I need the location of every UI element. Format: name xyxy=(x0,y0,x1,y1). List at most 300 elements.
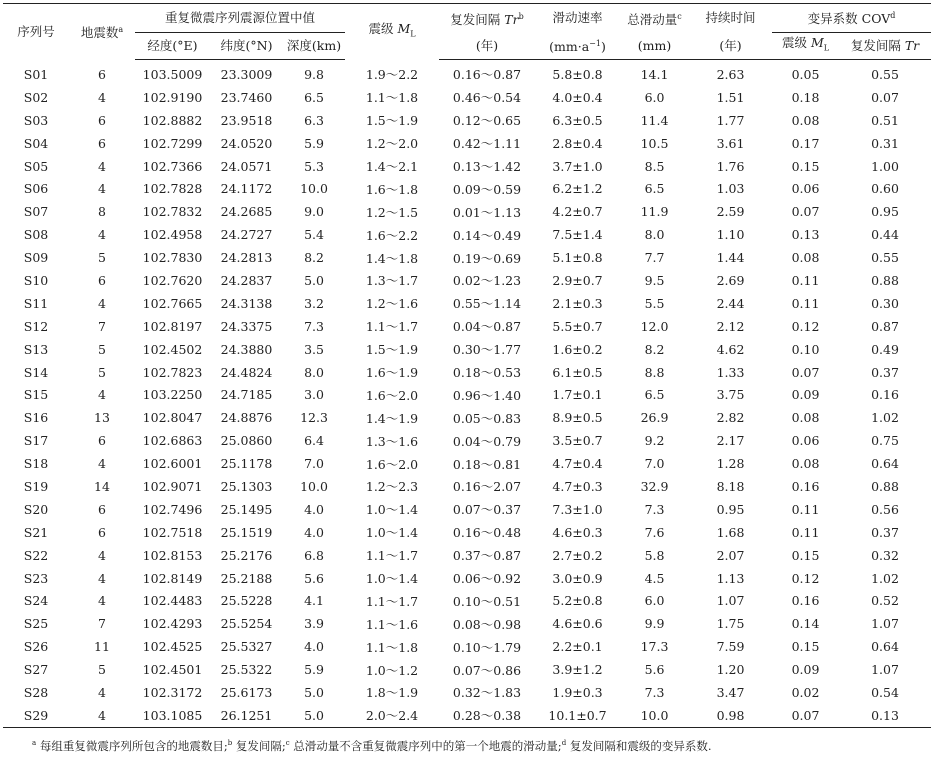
cell-slip: 9.2 xyxy=(644,433,665,449)
cell-cov-m: 0.08 xyxy=(791,456,820,472)
cell-slip: 12.0 xyxy=(640,318,669,334)
cell-lat: 24.2727 xyxy=(220,227,273,243)
cell-id: S12 xyxy=(23,318,49,334)
cell-rate: 6.2±1.2 xyxy=(552,181,603,197)
cell-lat: 25.5322 xyxy=(220,662,273,678)
table-row xyxy=(3,223,931,246)
cell-cov-tr: 0.95 xyxy=(871,204,899,220)
cell-tr: 0.28～0.38 xyxy=(439,704,535,727)
cell-tr: 0.09～0.59 xyxy=(452,181,522,197)
table-row xyxy=(3,544,931,567)
cell-lat: 24.2813 xyxy=(220,250,273,266)
cell-lat: 25.0860 xyxy=(220,433,273,449)
cell-dur: 1.76 xyxy=(716,158,745,174)
cell-mag: 1.1～1.8 xyxy=(365,639,419,655)
cell-depth: 7.0 xyxy=(304,456,324,472)
cell-dur: 2.82 xyxy=(716,410,745,426)
cell-cov-m: 0.11 xyxy=(791,524,820,540)
cell-id: S16 xyxy=(23,410,49,426)
cell-cov-tr: 0.37 xyxy=(871,364,899,380)
cell-lon: 102.7828 xyxy=(142,181,203,197)
cell-id: S27 xyxy=(23,662,49,678)
cell-depth: 4.1 xyxy=(304,593,324,609)
cell-lat: 24.7185 xyxy=(220,387,273,403)
cell-rate: 6.3±0.5 xyxy=(552,112,603,128)
table-row xyxy=(3,132,931,155)
table-row xyxy=(3,681,931,704)
cell-lat: 26.1251 xyxy=(210,704,283,727)
cell-cov-tr: 0.64 xyxy=(871,639,899,655)
cell-id: S08 xyxy=(23,227,49,243)
cell-rate: 5.1±0.8 xyxy=(552,250,603,266)
cell-cov-m: 0.18 xyxy=(791,89,820,105)
table-row xyxy=(3,635,931,658)
cell-cov-tr: 0.31 xyxy=(871,135,899,151)
cell-mag: 2.0～2.4 xyxy=(345,704,439,727)
cell-id: S21 xyxy=(23,524,49,540)
cell-slip: 8.5 xyxy=(644,158,665,174)
cell-depth: 10.0 xyxy=(300,181,328,197)
cell-cov-tr: 0.56 xyxy=(871,501,899,517)
cell-mag: 1.2～2.3 xyxy=(365,479,419,495)
cell-n: 8 xyxy=(98,204,106,220)
cell-cov-m: 0.11 xyxy=(791,501,820,517)
cell-id: S25 xyxy=(23,616,49,632)
cell-dur: 1.28 xyxy=(716,456,745,472)
cell-slip: 6.0 xyxy=(644,593,665,609)
col-header-seq: 序列号 xyxy=(3,4,69,60)
cell-n: 6 xyxy=(98,524,106,540)
cell-n: 4 xyxy=(98,89,106,105)
cell-lat: 24.0520 xyxy=(220,135,273,151)
cell-lon: 102.8149 xyxy=(142,570,203,586)
cell-cov-tr: 0.32 xyxy=(871,547,899,563)
table-row xyxy=(3,315,931,338)
cell-n: 4 xyxy=(98,181,106,197)
cell-cov-m: 0.06 xyxy=(791,433,820,449)
cell-tr: 0.19～0.69 xyxy=(452,250,522,266)
cell-cov-m: 0.07 xyxy=(791,364,820,380)
cell-tr: 0.16～0.87 xyxy=(452,67,522,83)
cell-dur: 7.59 xyxy=(716,639,745,655)
recurrence-table xyxy=(3,3,931,728)
cell-cov-m: 0.05 xyxy=(791,66,820,82)
cell-cov-m: 0.15 xyxy=(791,639,820,655)
cell-rate: 3.9±1.2 xyxy=(552,662,603,678)
cell-depth: 5.0 xyxy=(304,684,324,700)
cell-lon: 102.7496 xyxy=(142,501,203,517)
cell-slip: 4.5 xyxy=(644,570,665,586)
cell-mag: 1.5～1.9 xyxy=(365,113,419,129)
cell-id: S11 xyxy=(23,295,49,311)
cell-cov-tr: 0.07 xyxy=(871,89,899,105)
cell-n: 4 xyxy=(98,593,106,609)
cell-n: 14 xyxy=(94,478,110,494)
cell-lon: 102.8153 xyxy=(142,547,203,563)
table-row xyxy=(3,521,931,544)
cell-depth: 9.0 xyxy=(304,204,324,220)
cell-lon: 102.4525 xyxy=(142,639,203,655)
cell-depth: 5.4 xyxy=(304,227,324,243)
cell-depth: 10.0 xyxy=(300,478,328,494)
cell-mag: 1.4～2.1 xyxy=(365,159,419,174)
cell-id: S22 xyxy=(23,547,49,563)
cell-n: 7 xyxy=(98,616,106,632)
cell-tr: 0.02～1.23 xyxy=(452,273,522,289)
cell-lat: 25.1303 xyxy=(220,478,273,494)
col-header-cov-recur: 复发间隔 Tr xyxy=(839,33,931,60)
cell-id: S06 xyxy=(23,181,49,197)
table-row xyxy=(3,429,931,452)
cell-rate: 6.1±0.5 xyxy=(552,364,603,380)
cell-lon: 102.6001 xyxy=(142,456,203,472)
cell-tr: 0.46～0.54 xyxy=(452,90,522,106)
table-row xyxy=(3,246,931,269)
cell-tr: 0.10～1.79 xyxy=(452,639,522,655)
cell-lat: 24.2837 xyxy=(220,272,273,288)
cell-slip: 14.1 xyxy=(640,66,669,82)
cell-cov-m: 0.13 xyxy=(791,227,820,243)
cell-depth: 6.5 xyxy=(304,89,324,105)
cell-cov-m: 0.11 xyxy=(791,295,820,311)
cell-mag: 1.1～1.7 xyxy=(365,319,419,335)
cell-rate: 3.5±0.7 xyxy=(552,433,603,449)
cell-depth: 7.3 xyxy=(304,318,324,334)
cell-id: S15 xyxy=(23,387,49,403)
cell-lat: 24.4824 xyxy=(220,364,273,380)
cell-id: S04 xyxy=(23,135,49,151)
cell-n: 13 xyxy=(94,410,110,426)
cell-rate: 3.7±1.0 xyxy=(552,158,603,174)
cell-cov-m: 0.10 xyxy=(791,341,820,357)
cell-cov-tr: 1.07 xyxy=(871,662,899,678)
cell-tr: 0.12～0.65 xyxy=(452,113,522,129)
table-row xyxy=(3,475,931,498)
cell-lon: 102.4502 xyxy=(142,341,203,357)
cell-slip: 7.3 xyxy=(644,684,665,700)
cell-lat: 23.3009 xyxy=(220,66,273,82)
cell-dur: 2.69 xyxy=(716,272,745,288)
cell-n: 4 xyxy=(98,387,106,403)
cell-dur: 1.03 xyxy=(716,181,745,197)
cell-cov-m: 0.07 xyxy=(772,704,839,727)
cell-slip: 11.9 xyxy=(640,204,669,220)
cell-tr: 0.04～0.87 xyxy=(452,319,522,335)
cell-tr: 0.18～0.81 xyxy=(452,456,522,472)
cell-rate: 2.8±0.4 xyxy=(552,135,603,151)
cell-id: S03 xyxy=(23,112,49,128)
cell-slip: 7.6 xyxy=(644,524,665,540)
cell-tr: 0.18～0.53 xyxy=(452,365,522,381)
cell-n: 11 xyxy=(94,639,110,655)
cell-cov-m: 0.16 xyxy=(791,593,820,609)
cell-lon: 102.4501 xyxy=(142,662,203,678)
table-row xyxy=(3,292,931,315)
cell-lat: 24.0571 xyxy=(220,158,273,174)
cell-slip: 17.3 xyxy=(640,639,669,655)
cell-cov-tr: 0.44 xyxy=(871,227,899,243)
cell-lon: 102.4483 xyxy=(142,593,203,609)
cell-mag: 1.4～1.9 xyxy=(365,410,419,426)
cell-slip: 5.8 xyxy=(644,547,665,563)
cell-depth: 6.3 xyxy=(304,112,324,128)
cell-id: S24 xyxy=(23,593,49,609)
cell-mag: 1.2～2.0 xyxy=(365,136,419,152)
cell-n: 5 xyxy=(98,364,106,380)
cell-slip: 5.5 xyxy=(644,295,665,311)
table-row xyxy=(3,658,931,681)
cell-cov-tr: 1.02 xyxy=(871,570,899,586)
cell-rate: 5.5±0.7 xyxy=(552,318,603,334)
cell-depth: 4.0 xyxy=(304,639,324,655)
cell-mag: 1.8～1.9 xyxy=(365,685,419,701)
table-row xyxy=(3,612,931,635)
cell-cov-m: 0.08 xyxy=(791,112,820,128)
cell-lon: 102.7518 xyxy=(142,524,203,540)
cell-mag: 1.0～1.4 xyxy=(365,571,419,587)
cell-id: S13 xyxy=(23,341,49,357)
cell-slip: 10.0 xyxy=(620,704,689,727)
table-row xyxy=(3,406,931,429)
cell-cov-tr: 0.60 xyxy=(871,181,899,197)
cell-rate: 2.2±0.1 xyxy=(552,639,603,655)
cell-lon: 102.7620 xyxy=(142,272,203,288)
cell-slip: 8.2 xyxy=(644,341,665,357)
col-header-lat: 纬度(°N) xyxy=(210,33,283,60)
cell-n: 4 xyxy=(98,158,106,174)
cell-n: 5 xyxy=(98,250,106,266)
cell-depth: 5.6 xyxy=(304,570,324,586)
col-header-recur: 复发间隔 Tr$^b$ xyxy=(439,4,535,33)
cell-cov-tr: 0.30 xyxy=(871,295,899,311)
cell-lon: 102.9190 xyxy=(142,89,203,105)
cell-dur: 4.62 xyxy=(716,341,745,357)
cell-tr: 0.37～0.87 xyxy=(452,548,522,564)
cell-mag: 1.5～1.9 xyxy=(365,342,419,358)
cell-cov-m: 0.14 xyxy=(791,616,820,632)
col-header-mag: 震级 $M_L$ xyxy=(345,4,439,60)
cell-rate: 5.8±0.8 xyxy=(552,66,603,82)
cell-mag: 1.9～2.2 xyxy=(365,67,419,83)
cell-mag: 1.1～1.6 xyxy=(365,616,419,632)
cell-mag: 1.2～1.6 xyxy=(365,296,419,312)
cell-dur: 2.12 xyxy=(716,318,745,334)
cell-slip: 10.5 xyxy=(640,135,669,151)
cell-cov-tr: 0.37 xyxy=(871,524,899,540)
cell-depth: 6.4 xyxy=(304,433,324,449)
cell-dur: 0.98 xyxy=(689,704,772,727)
cell-rate: 5.2±0.8 xyxy=(552,593,603,609)
cell-mag: 1.3～1.6 xyxy=(365,433,419,449)
cell-n: 6 xyxy=(98,135,106,151)
cell-depth: 3.5 xyxy=(304,341,324,357)
cell-n: 4 xyxy=(69,704,135,727)
cell-lon: 103.2250 xyxy=(142,387,203,403)
table-row xyxy=(3,383,931,406)
cell-id: S19 xyxy=(23,478,49,494)
cell-id: S18 xyxy=(23,456,49,472)
cell-cov-tr: 0.13 xyxy=(839,704,931,727)
cell-lat: 25.6173 xyxy=(220,684,273,700)
cell-lon: 102.7832 xyxy=(142,204,203,220)
cell-depth: 3.2 xyxy=(304,295,324,311)
cell-cov-m: 0.08 xyxy=(791,410,820,426)
cell-rate: 4.7±0.3 xyxy=(552,478,603,494)
cell-cov-tr: 0.88 xyxy=(871,272,899,288)
cell-id: S17 xyxy=(23,433,49,449)
cell-mag: 1.1～1.7 xyxy=(365,548,419,564)
cell-dur: 2.44 xyxy=(716,295,745,311)
cell-lat: 23.7460 xyxy=(220,89,273,105)
cell-lat: 24.1172 xyxy=(220,181,273,197)
cell-n: 4 xyxy=(98,684,106,700)
cell-dur: 1.68 xyxy=(716,524,745,540)
cell-n: 6 xyxy=(98,433,106,449)
cell-cov-tr: 1.07 xyxy=(871,616,899,632)
table-row xyxy=(3,86,931,109)
cell-lon: 102.6863 xyxy=(142,433,203,449)
cell-cov-m: 0.07 xyxy=(791,204,820,220)
cell-cov-tr: 0.16 xyxy=(871,387,899,403)
cell-dur: 1.33 xyxy=(716,364,745,380)
cell-slip: 7.7 xyxy=(644,250,665,266)
cell-slip: 5.6 xyxy=(644,662,665,678)
cell-tr: 0.08～0.98 xyxy=(452,616,522,632)
cell-cov-m: 0.15 xyxy=(791,547,820,563)
cell-lon: 102.4958 xyxy=(142,227,203,243)
cell-n: 4 xyxy=(98,456,106,472)
cell-rate: 2.1±0.3 xyxy=(552,295,603,311)
cell-dur: 2.07 xyxy=(716,547,745,563)
cell-dur: 2.17 xyxy=(716,433,745,449)
table-row xyxy=(3,704,931,727)
cell-depth: 5.0 xyxy=(283,704,345,727)
cell-id: S09 xyxy=(23,250,49,266)
cell-lat: 25.2176 xyxy=(220,547,273,563)
cell-depth: 3.0 xyxy=(304,387,324,403)
cell-lon: 102.7823 xyxy=(142,364,203,380)
cell-dur: 3.47 xyxy=(716,684,745,700)
cell-id: S07 xyxy=(23,204,49,220)
cell-lon: 102.8047 xyxy=(142,410,203,426)
cell-rate: 1.7±0.1 xyxy=(552,387,603,403)
cell-tr: 0.96～1.40 xyxy=(452,387,522,403)
cell-n: 6 xyxy=(98,66,106,82)
cell-lat: 25.1519 xyxy=(220,524,273,540)
cell-depth: 8.0 xyxy=(304,364,324,380)
cell-cov-tr: 0.52 xyxy=(871,593,899,609)
cell-mag: 1.0～1.4 xyxy=(365,525,419,541)
cell-cov-m: 0.09 xyxy=(791,387,820,403)
cell-lon: 102.4293 xyxy=(142,616,203,632)
cell-lon: 103.1085 xyxy=(135,704,210,727)
table-row xyxy=(3,452,931,475)
cell-lon: 102.9071 xyxy=(142,478,203,494)
table-row xyxy=(3,269,931,292)
footnote: $^a$ 每组重复微震序列所包含的地震数目;$^b$ 复发间隔;$^c$ 总滑动量不含重复微震序列中的第一个地震的滑动量;$^d$ 复发间隔和震级的变异系数. xyxy=(32,739,712,753)
cell-mag: 1.3～1.7 xyxy=(365,273,419,289)
table-row xyxy=(3,498,931,521)
cell-slip: 6.5 xyxy=(644,387,665,403)
cell-lat: 24.3138 xyxy=(220,295,273,311)
table-row xyxy=(3,200,931,223)
cell-rate: 1.9±0.3 xyxy=(552,684,603,700)
col-group-location: 重复微震序列震源位置中值 xyxy=(135,4,345,33)
cell-lon: 102.8197 xyxy=(142,318,203,334)
cell-cov-tr: 0.64 xyxy=(871,456,899,472)
cell-slip: 6.0 xyxy=(644,89,665,105)
cell-cov-tr: 0.55 xyxy=(871,250,899,266)
col-header-total-slip: 总滑动量$^c$ xyxy=(620,4,689,33)
cell-cov-tr: 0.49 xyxy=(871,341,899,357)
cell-tr: 0.55～1.14 xyxy=(452,296,522,312)
cell-lon: 102.3172 xyxy=(142,684,203,700)
cell-id: S26 xyxy=(23,639,49,655)
cell-cov-m: 0.16 xyxy=(791,478,820,494)
cell-slip: 7.3 xyxy=(644,501,665,517)
table-row xyxy=(3,567,931,590)
cell-tr: 0.06～0.92 xyxy=(452,571,522,587)
cell-id: S29 xyxy=(3,704,69,727)
cell-lon: 102.7665 xyxy=(142,295,203,311)
cell-mag: 1.6～2.0 xyxy=(365,456,419,472)
table-row xyxy=(3,155,931,178)
cell-cov-tr: 0.75 xyxy=(871,433,899,449)
cell-lat: 25.1495 xyxy=(220,501,273,517)
cell-cov-tr: 0.54 xyxy=(871,684,899,700)
col-header-duration: 持续时间 xyxy=(689,4,772,33)
cell-id: S28 xyxy=(23,684,49,700)
col-unit-duration: (年) xyxy=(689,33,772,60)
cell-mag: 1.2～1.5 xyxy=(365,204,419,220)
cell-cov-m: 0.08 xyxy=(791,250,820,266)
cell-lon: 102.7830 xyxy=(142,250,203,266)
cell-lon: 103.5009 xyxy=(142,66,203,82)
table-row xyxy=(3,338,931,361)
col-unit-recur: (年) xyxy=(439,33,535,60)
cell-id: S23 xyxy=(23,570,49,586)
col-group-cov: 变异系数 COV$^d$ xyxy=(772,4,931,33)
cell-tr: 0.14～0.49 xyxy=(452,227,522,243)
cell-depth: 12.3 xyxy=(300,410,328,426)
col-header-cov-mag: 震级 $M_L$ xyxy=(772,33,839,60)
col-unit-slip-rate: $(mm\cdot a^{-1})$ xyxy=(535,33,620,60)
cell-cov-tr: 0.51 xyxy=(871,112,899,128)
cell-rate: 7.3±1.0 xyxy=(552,501,603,517)
cell-dur: 2.59 xyxy=(716,204,745,220)
cell-lon: 102.8882 xyxy=(142,112,203,128)
cell-lat: 24.8876 xyxy=(220,410,273,426)
cell-dur: 1.44 xyxy=(716,250,745,266)
cell-depth: 5.3 xyxy=(304,158,324,174)
cell-slip: 7.0 xyxy=(644,456,665,472)
cell-id: S10 xyxy=(23,272,49,288)
cell-depth: 5.0 xyxy=(304,272,324,288)
cell-rate: 7.5±1.4 xyxy=(552,227,603,243)
cell-dur: 1.07 xyxy=(716,593,745,609)
cell-cov-m: 0.12 xyxy=(791,570,820,586)
cell-lat: 24.2685 xyxy=(220,204,273,220)
cell-n: 4 xyxy=(98,547,106,563)
cell-n: 6 xyxy=(98,272,106,288)
cell-depth: 5.9 xyxy=(304,662,324,678)
cell-dur: 1.77 xyxy=(716,112,745,128)
cell-slip: 9.9 xyxy=(644,616,665,632)
cell-tr: 0.42～1.11 xyxy=(452,136,522,152)
cell-cov-tr: 0.87 xyxy=(871,318,899,334)
cell-dur: 1.13 xyxy=(716,570,745,586)
cell-lon: 102.7299 xyxy=(142,135,203,151)
